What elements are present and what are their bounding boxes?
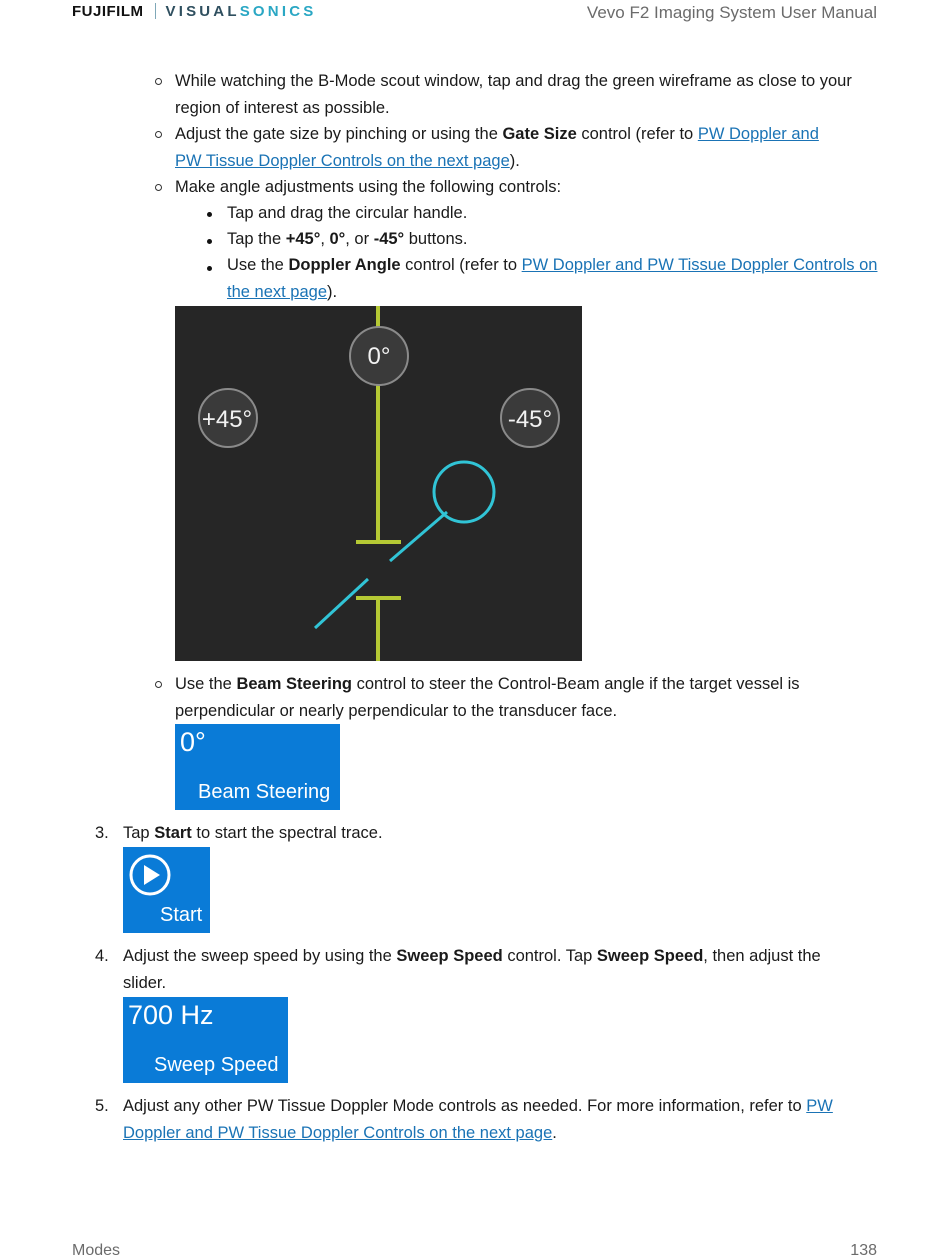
step-number-4: 4. — [95, 947, 109, 965]
play-circle-icon — [128, 853, 172, 897]
bullet-angle-adjustments: Make angle adjustments using the following controls: — [175, 178, 562, 196]
angle-button-0[interactable] — [350, 327, 408, 385]
step-5-text: Adjust any other PW Tissue Doppler Mode controls as needed. For more information, refer to PW Doppler and PW Tissue Doppler Controls on the next page. — [123, 1097, 833, 1142]
angle-button-minus45-label: -45° — [507, 406, 553, 433]
link-pw-doppler-controls[interactable]: PW Doppler and PW Tissue Doppler Controls on the next page — [123, 1097, 833, 1142]
step-number-3: 3. — [95, 824, 109, 842]
bullet-hollow-icon — [155, 681, 162, 688]
doppler-angle-figure — [175, 306, 582, 661]
link-pw-doppler-controls[interactable]: PW Doppler and PW Tissue Doppler Controls on the next page — [227, 256, 878, 301]
start-label: Start — [160, 904, 203, 926]
manual-title: Vevo F2 Imaging System User Manual — [586, 3, 877, 22]
angle-button-0-label: 0° — [367, 343, 391, 370]
bullet-gate-size: Adjust the gate size by pinching or using the Gate Size control (refer to PW Doppler and PW Tissue Doppler Controls on the next page). — [175, 125, 819, 170]
sweep-speed-control[interactable] — [123, 997, 288, 1083]
sub-bullet-angle-buttons: Tap the +45°, 0°, or -45° buttons. — [227, 230, 468, 248]
logo-product-text-b: SONICS — [239, 2, 317, 20]
step-number-5: 5. — [95, 1097, 109, 1115]
bullet-hollow-icon — [155, 184, 162, 191]
start-button[interactable] — [123, 847, 210, 933]
angle-button-plus45[interactable] — [199, 389, 257, 447]
angle-button-minus45[interactable] — [501, 389, 559, 447]
sweep-speed-label: Sweep Speed — [154, 1054, 279, 1076]
footer-section-name: Modes — [72, 1242, 121, 1259]
step-4-text: Adjust the sweep speed by using the Sweep Speed control. Tap Sweep Speed, then adjust the slider. — [123, 947, 821, 992]
page-number: 138 — [850, 1242, 877, 1259]
beam-steering-control[interactable] — [175, 724, 340, 810]
sub-bullet-drag-handle: Tap and drag the circular handle. — [227, 204, 468, 222]
sweep-speed-value: 700 Hz — [128, 1000, 214, 1030]
bullet-dot-icon — [207, 266, 212, 271]
logo-product-text-a: VISUAL — [165, 2, 240, 20]
bullet-beam-steering: Use the Beam Steering control to steer the Control-Beam angle if the target vessel is perpendicular or nearly perpendicular to the transducer face. — [175, 675, 800, 720]
beam-steering-value: 0° — [180, 727, 206, 757]
bullet-scout-window: While watching the B-Mode scout window, tap and drag the green wireframe as close to your region of interest as possible. — [175, 72, 852, 117]
bullet-hollow-icon — [155, 131, 162, 138]
angle-button-plus45-label: +45° — [201, 406, 253, 433]
logo-divider — [155, 3, 156, 19]
bullet-hollow-icon — [155, 78, 162, 85]
sub-bullet-doppler-angle: Use the Doppler Angle control (refer to PW Doppler and PW Tissue Doppler Controls on the next page). — [227, 256, 878, 301]
step-3-text: Tap Start to start the spectral trace. — [123, 824, 383, 842]
brand-logo — [72, 0, 316, 22]
bullet-dot-icon — [207, 212, 212, 217]
beam-steering-label: Beam Steering — [198, 781, 331, 803]
bullet-dot-icon — [207, 239, 212, 244]
link-pw-doppler-controls[interactable]: PW Doppler and PW Tissue Doppler Controls on the next page — [175, 125, 819, 170]
logo-brand-text: FUJIFILM — [72, 2, 144, 20]
